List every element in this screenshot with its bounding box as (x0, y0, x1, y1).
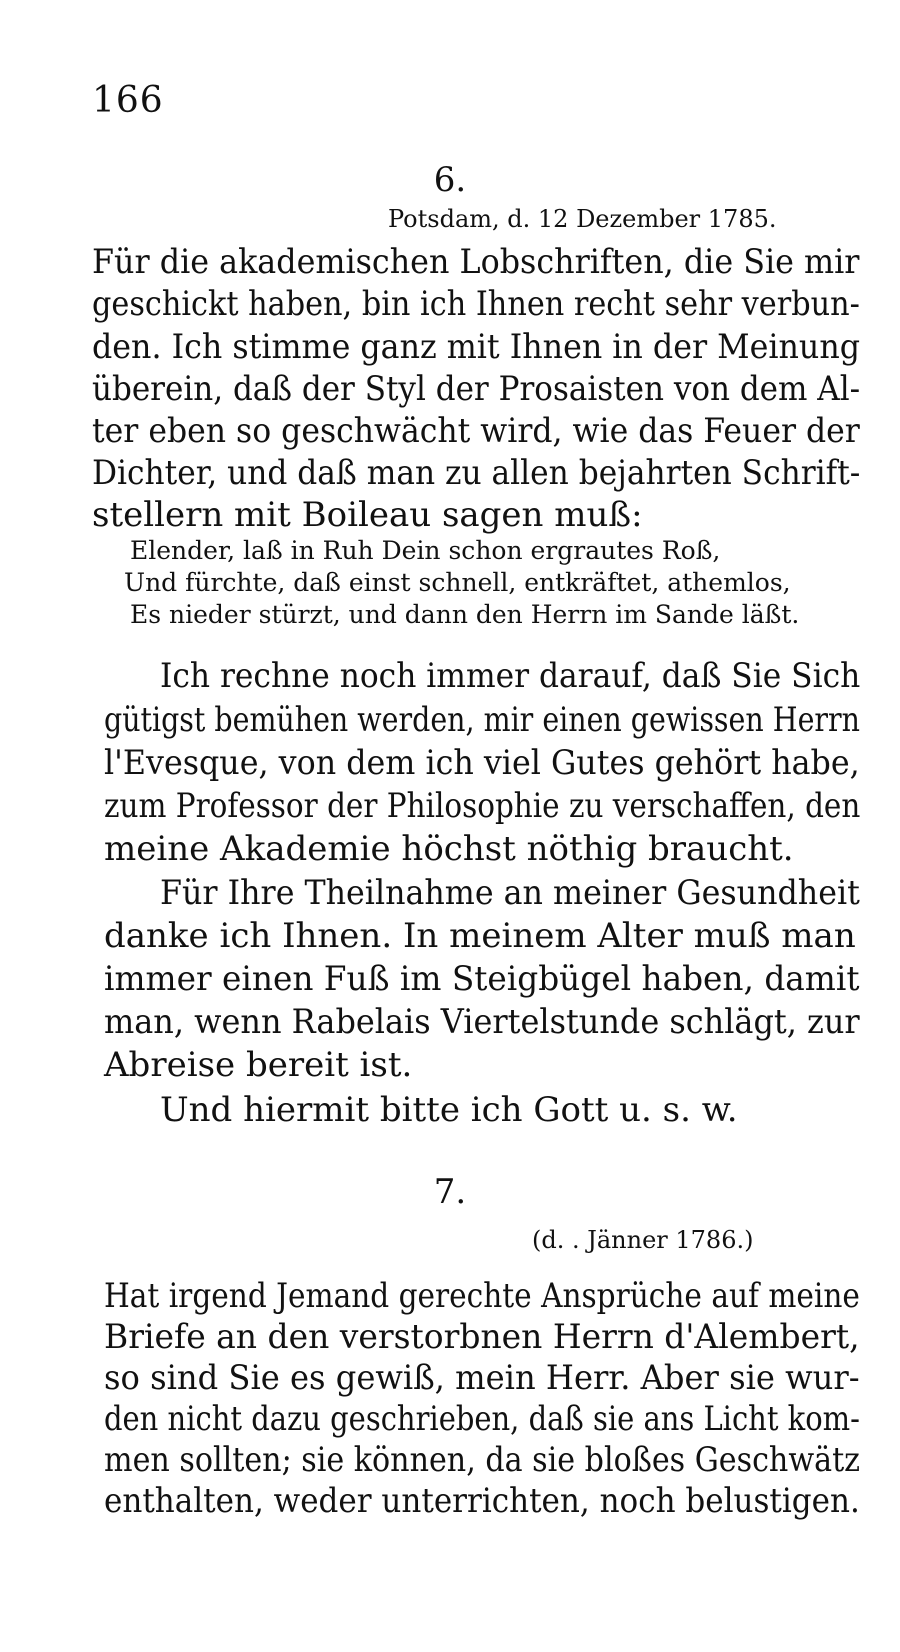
text-line: überein, daß der Styl der Prosaisten von dem Al- (92, 369, 861, 409)
text-line: so sind Sie es gewiß, mein Herr. Aber sie wur- (104, 1358, 860, 1398)
text-line: Briefe an den verstorbnen Herrn d'Alembert, (104, 1317, 860, 1357)
text-line: Für Ihre Theilnahme an meiner Gesundheit (160, 873, 860, 913)
text-line: man, wenn Rabelais Viertelstunde schlägt, zur (104, 1002, 860, 1042)
text-line: den nicht dazu geschrieben, daß sie ans Licht kom- (104, 1399, 860, 1439)
text-line: zum Professor der Philosophie zu verschaffen, den (104, 786, 861, 826)
text-line: geschickt haben, bin ich Ihnen recht sehr verbun- (92, 284, 860, 324)
verse-line: Es nieder stürzt, und dann den Herrn im Sande läßt. (130, 600, 800, 629)
text-line: Hat irgend Jemand gerechte Ansprüche auf meine (104, 1276, 860, 1316)
letter-number: 7. (433, 1172, 467, 1212)
text-line: danke ich Ihnen. In meinem Alter muß man (104, 916, 856, 956)
letter-number: 6. (433, 160, 467, 200)
text-line: stellern mit Boileau sagen muß: (92, 495, 643, 535)
text-line: Für die akademischen Lobschriften, die Sie mir (92, 242, 860, 282)
text-line: meine Akademie höchst nöthig braucht. (104, 829, 794, 869)
letter-dateline: (d. . Jänner 1786.) (532, 1226, 754, 1254)
text-line: immer einen Fuß im Steigbügel haben, damit (104, 959, 860, 999)
text-line: l'Evesque, von dem ich viel Gutes gehört habe, (104, 743, 860, 783)
letter-dateline: Potsdam, d. 12 Dezember 1785. (388, 205, 777, 233)
text-line: Abreise bereit ist. (104, 1045, 413, 1085)
verse-line: Und fürchte, daß einst schnell, entkräftet, athemlos, (124, 568, 791, 597)
verse-line: Elender, laß in Ruh Dein schon ergrautes Roß, (130, 536, 721, 565)
text-line: Dichter, und daß man zu allen bejahrten Schrift- (92, 453, 861, 493)
text-line: den. Ich stimme ganz mit Ihnen in der Meinung (92, 327, 861, 367)
text-line: gütigst bemühen werden, mir einen gewissen Herrn (104, 700, 860, 740)
closing-line: Und hiermit bitte ich Gott u. s. w. (160, 1090, 738, 1130)
text-line: enthalten, weder unterrichten, noch belustigen. (104, 1481, 860, 1521)
text-line: men sollten; sie können, da sie bloßes Geschwätz (104, 1440, 861, 1480)
page-number: 166 (92, 80, 164, 121)
text-line: ter eben so geschwächt wird, wie das Feuer der (92, 411, 860, 451)
text-line: Ich rechne noch immer darauf, daß Sie Sich (160, 656, 861, 696)
